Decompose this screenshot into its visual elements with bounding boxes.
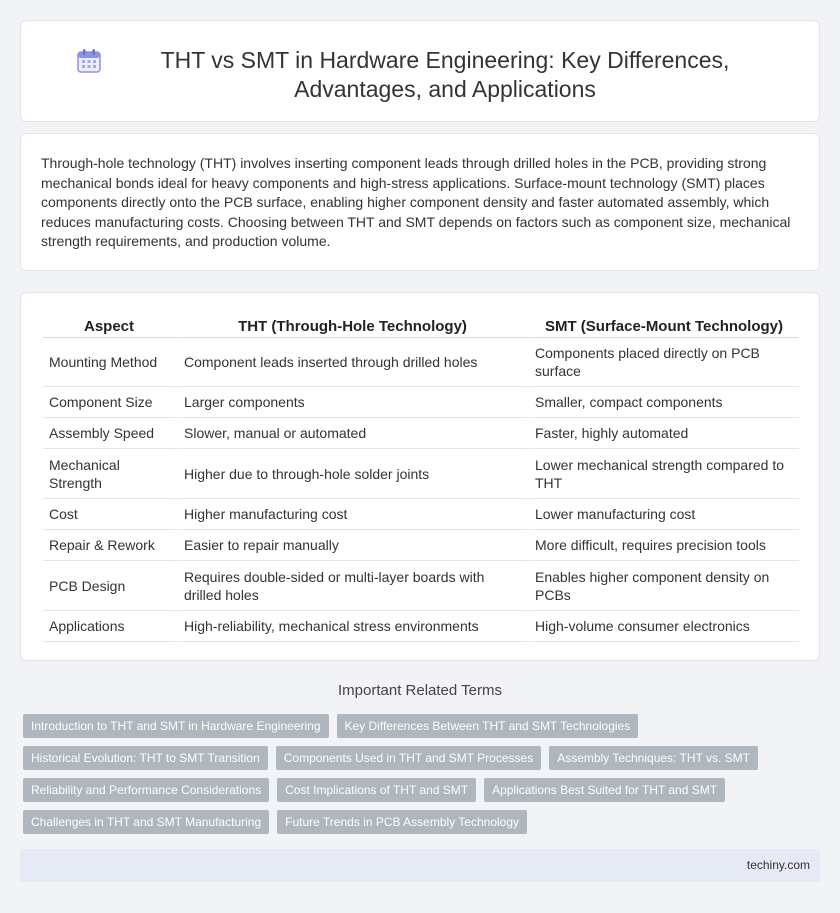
- cell-aspect: Component Size: [43, 387, 177, 418]
- table-row: [43, 338, 799, 387]
- calendar-icon: [75, 47, 103, 75]
- header-smt: SMT (Surface-Mount Technology): [529, 312, 799, 338]
- footer-site[interactable]: techiny.com: [746, 858, 810, 872]
- header-aspect: Aspect: [43, 312, 177, 338]
- cell-tht: High-reliability, mechanical stress environments: [177, 611, 529, 642]
- related-term-tag[interactable]: Challenges in THT and SMT Manufacturing: [23, 810, 269, 834]
- cell-tht: Slower, manual or automated: [177, 418, 529, 449]
- cell-smt: Smaller, compact components: [529, 387, 799, 418]
- table-row: [43, 530, 799, 561]
- table-row: [43, 418, 799, 449]
- cell-tht: Higher due to through-hole solder joints: [177, 449, 529, 499]
- cell-smt: High-volume consumer electronics: [529, 611, 799, 642]
- tag-row: [23, 714, 823, 738]
- tag-row: [23, 810, 823, 834]
- intro-card: [20, 133, 820, 271]
- related-term-tag[interactable]: Components Used in THT and SMT Processes: [276, 746, 541, 770]
- related-term-tag[interactable]: Historical Evolution: THT to SMT Transition: [23, 746, 268, 770]
- table-row: [43, 561, 799, 611]
- cell-tht: Larger components: [177, 387, 529, 418]
- cell-aspect: Assembly Speed: [43, 418, 177, 449]
- cell-aspect: Applications: [43, 611, 177, 642]
- cell-smt: Faster, highly automated: [529, 418, 799, 449]
- cell-tht: Higher manufacturing cost: [177, 499, 529, 530]
- table-row: [43, 611, 799, 642]
- table-header-row: [43, 312, 799, 338]
- table-row: [43, 449, 799, 499]
- related-term-tag[interactable]: Future Trends in PCB Assembly Technology: [277, 810, 527, 834]
- cell-smt: Enables higher component density on PCBs: [529, 561, 799, 611]
- page-title: THT vs SMT in Hardware Engineering: Key Differences, Advantages, and Applications: [160, 47, 730, 102]
- cell-tht: Easier to repair manually: [177, 530, 529, 561]
- related-term-tag[interactable]: Assembly Techniques: THT vs. SMT: [549, 746, 758, 770]
- related-term-tag[interactable]: Reliability and Performance Considerations: [23, 778, 269, 802]
- title-card: [20, 20, 820, 122]
- intro-paragraph: Through-hole technology (THT) involves inserting component leads through drilled holes in the PCB, providing strong mechanical bonds ideal for heavy components and high-stress applications. Surface-mount technology (SMT) places components directly onto the PCB surface, enabling higher component density and faster automated assembly, which reduces manufacturing costs. Choosing between THT and SMT depends on factors such as component size, mechanical strength requirements, and production volume.: [41, 155, 791, 249]
- tag-row: [23, 778, 823, 802]
- related-terms-title: Important Related Terms: [338, 682, 502, 699]
- cell-aspect: Cost: [43, 499, 177, 530]
- tag-row: [23, 746, 823, 770]
- header-tht: THT (Through-Hole Technology): [177, 312, 529, 338]
- cell-aspect: Mechanical Strength: [43, 449, 177, 499]
- cell-tht: Component leads inserted through drilled holes: [177, 338, 529, 387]
- related-term-tag[interactable]: Key Differences Between THT and SMT Technologies: [337, 714, 639, 738]
- table-row: [43, 387, 799, 418]
- related-term-tag[interactable]: Introduction to THT and SMT in Hardware Engineering: [23, 714, 329, 738]
- comparison-card: [20, 292, 820, 661]
- cell-aspect: PCB Design: [43, 561, 177, 611]
- table-row: [43, 499, 799, 530]
- related-terms-list: [23, 714, 823, 842]
- related-term-tag[interactable]: Applications Best Suited for THT and SMT: [484, 778, 725, 802]
- cell-tht: Requires double-sided or multi-layer boards with drilled holes: [177, 561, 529, 611]
- cell-smt: Lower manufacturing cost: [529, 499, 799, 530]
- cell-smt: Components placed directly on PCB surface: [529, 338, 799, 387]
- related-term-tag[interactable]: Cost Implications of THT and SMT: [277, 778, 476, 802]
- cell-smt: Lower mechanical strength compared to THT: [529, 449, 799, 499]
- footer: [20, 849, 820, 882]
- cell-smt: More difficult, requires precision tools: [529, 530, 799, 561]
- cell-aspect: Mounting Method: [43, 338, 177, 387]
- cell-aspect: Repair & Rework: [43, 530, 177, 561]
- comparison-table: [43, 312, 799, 642]
